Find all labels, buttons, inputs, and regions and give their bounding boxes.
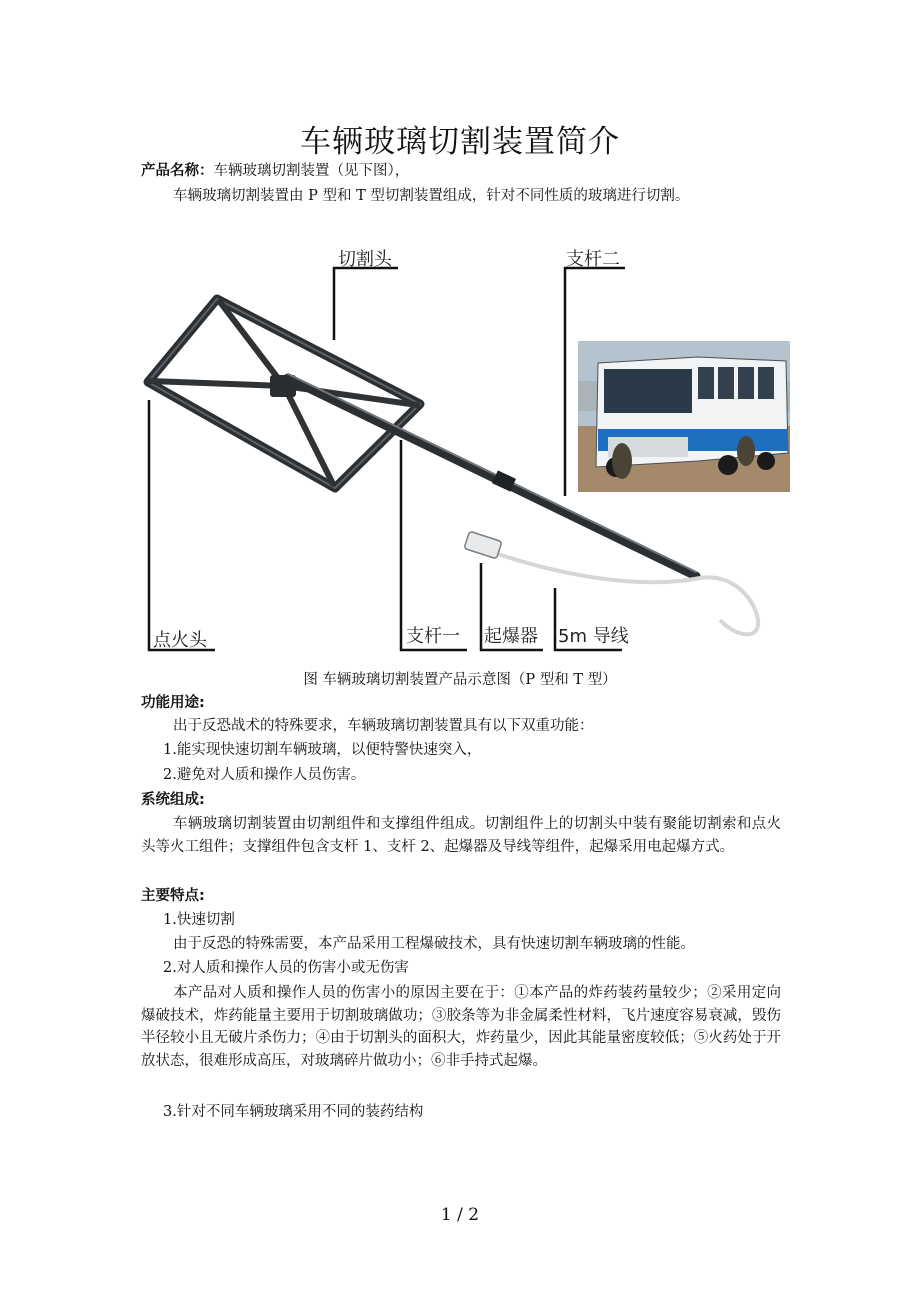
intro-text: 车辆玻璃切割装置由 P 型和 T 型切割装置组成，针对不同性质的玻璃进行切割。 <box>173 188 690 204</box>
feature-3-title: 3.针对不同车辆玻璃采用不同的装药结构 <box>163 1104 424 1120</box>
system-heading: 系统组成: <box>141 792 205 808</box>
system-text: 车辆玻璃切割装置由切割组件和支撑组件组成。切割组件上的切割头中装有聚能切割索和点火头等火工组件；支撑组件包含支杆 1、支杆 2、起爆器及导线等组件，起爆采用电起爆方式。 <box>141 816 781 855</box>
features-heading: 主要特点: <box>141 888 205 904</box>
function-item-1: 1.能实现快速切割车辆玻璃，以便特警快速突入， <box>163 742 482 758</box>
feature-1-title: 1.快速切割 <box>163 912 235 928</box>
callout-detonator: 起爆器 <box>484 626 538 647</box>
function-intro: 出于反恐战术的特殊要求，车辆玻璃切割装置具有以下双重功能： <box>173 718 594 734</box>
product-name-value: 车辆玻璃切割装置（见下图）， <box>213 163 410 179</box>
callout-wire: 5m 导线 <box>558 626 629 647</box>
callout-cut-head: 切割头 <box>338 249 392 270</box>
figure-caption: 图 车辆玻璃切割装置产品示意图（P 型和 T 型） <box>303 672 617 688</box>
callout-line-igniter <box>149 400 215 650</box>
function-item-2: 2.避免对人质和操作人员伤害。 <box>163 767 366 783</box>
callout-rod-two: 支杆二 <box>566 249 620 270</box>
callout-igniter: 点火头 <box>153 630 207 651</box>
callout-line-rod-one <box>401 440 467 650</box>
product-name-label: 产品名称： <box>141 163 214 179</box>
callout-line-cut-head <box>334 268 398 340</box>
feature-1-text: 由于反恐的特殊需要，本产品采用工程爆破技术，具有快速切割车辆玻璃的性能。 <box>173 936 695 952</box>
page-title: 车辆玻璃切割装置简介 <box>300 124 620 160</box>
feature-2-title: 2.对人质和操作人员的伤害小或无伤害 <box>163 960 409 976</box>
feature-2-text: 本产品对人质和操作人员的伤害小的原因主要在于：①本产品的炸药装药量较少；②采用定向爆破技术，炸药能量主要用于切割玻璃做功；③胶条等为非金属柔性材料，飞片速度容易衰减，毁伤半径较小且无破片杀伤力；④由于切割头的面积大，炸药量少，因此其能量密度较低；⑤火药处于开放状态，很难形成高压，对玻璃碎片做功小；⑥非手持式起爆。 <box>141 985 781 1069</box>
callout-rod-one: 支杆一 <box>406 626 460 647</box>
bus-photo <box>578 341 790 492</box>
detonator-box <box>464 531 502 559</box>
function-heading: 功能用途: <box>141 695 205 711</box>
page-number: 1 / 2 <box>440 1205 480 1225</box>
